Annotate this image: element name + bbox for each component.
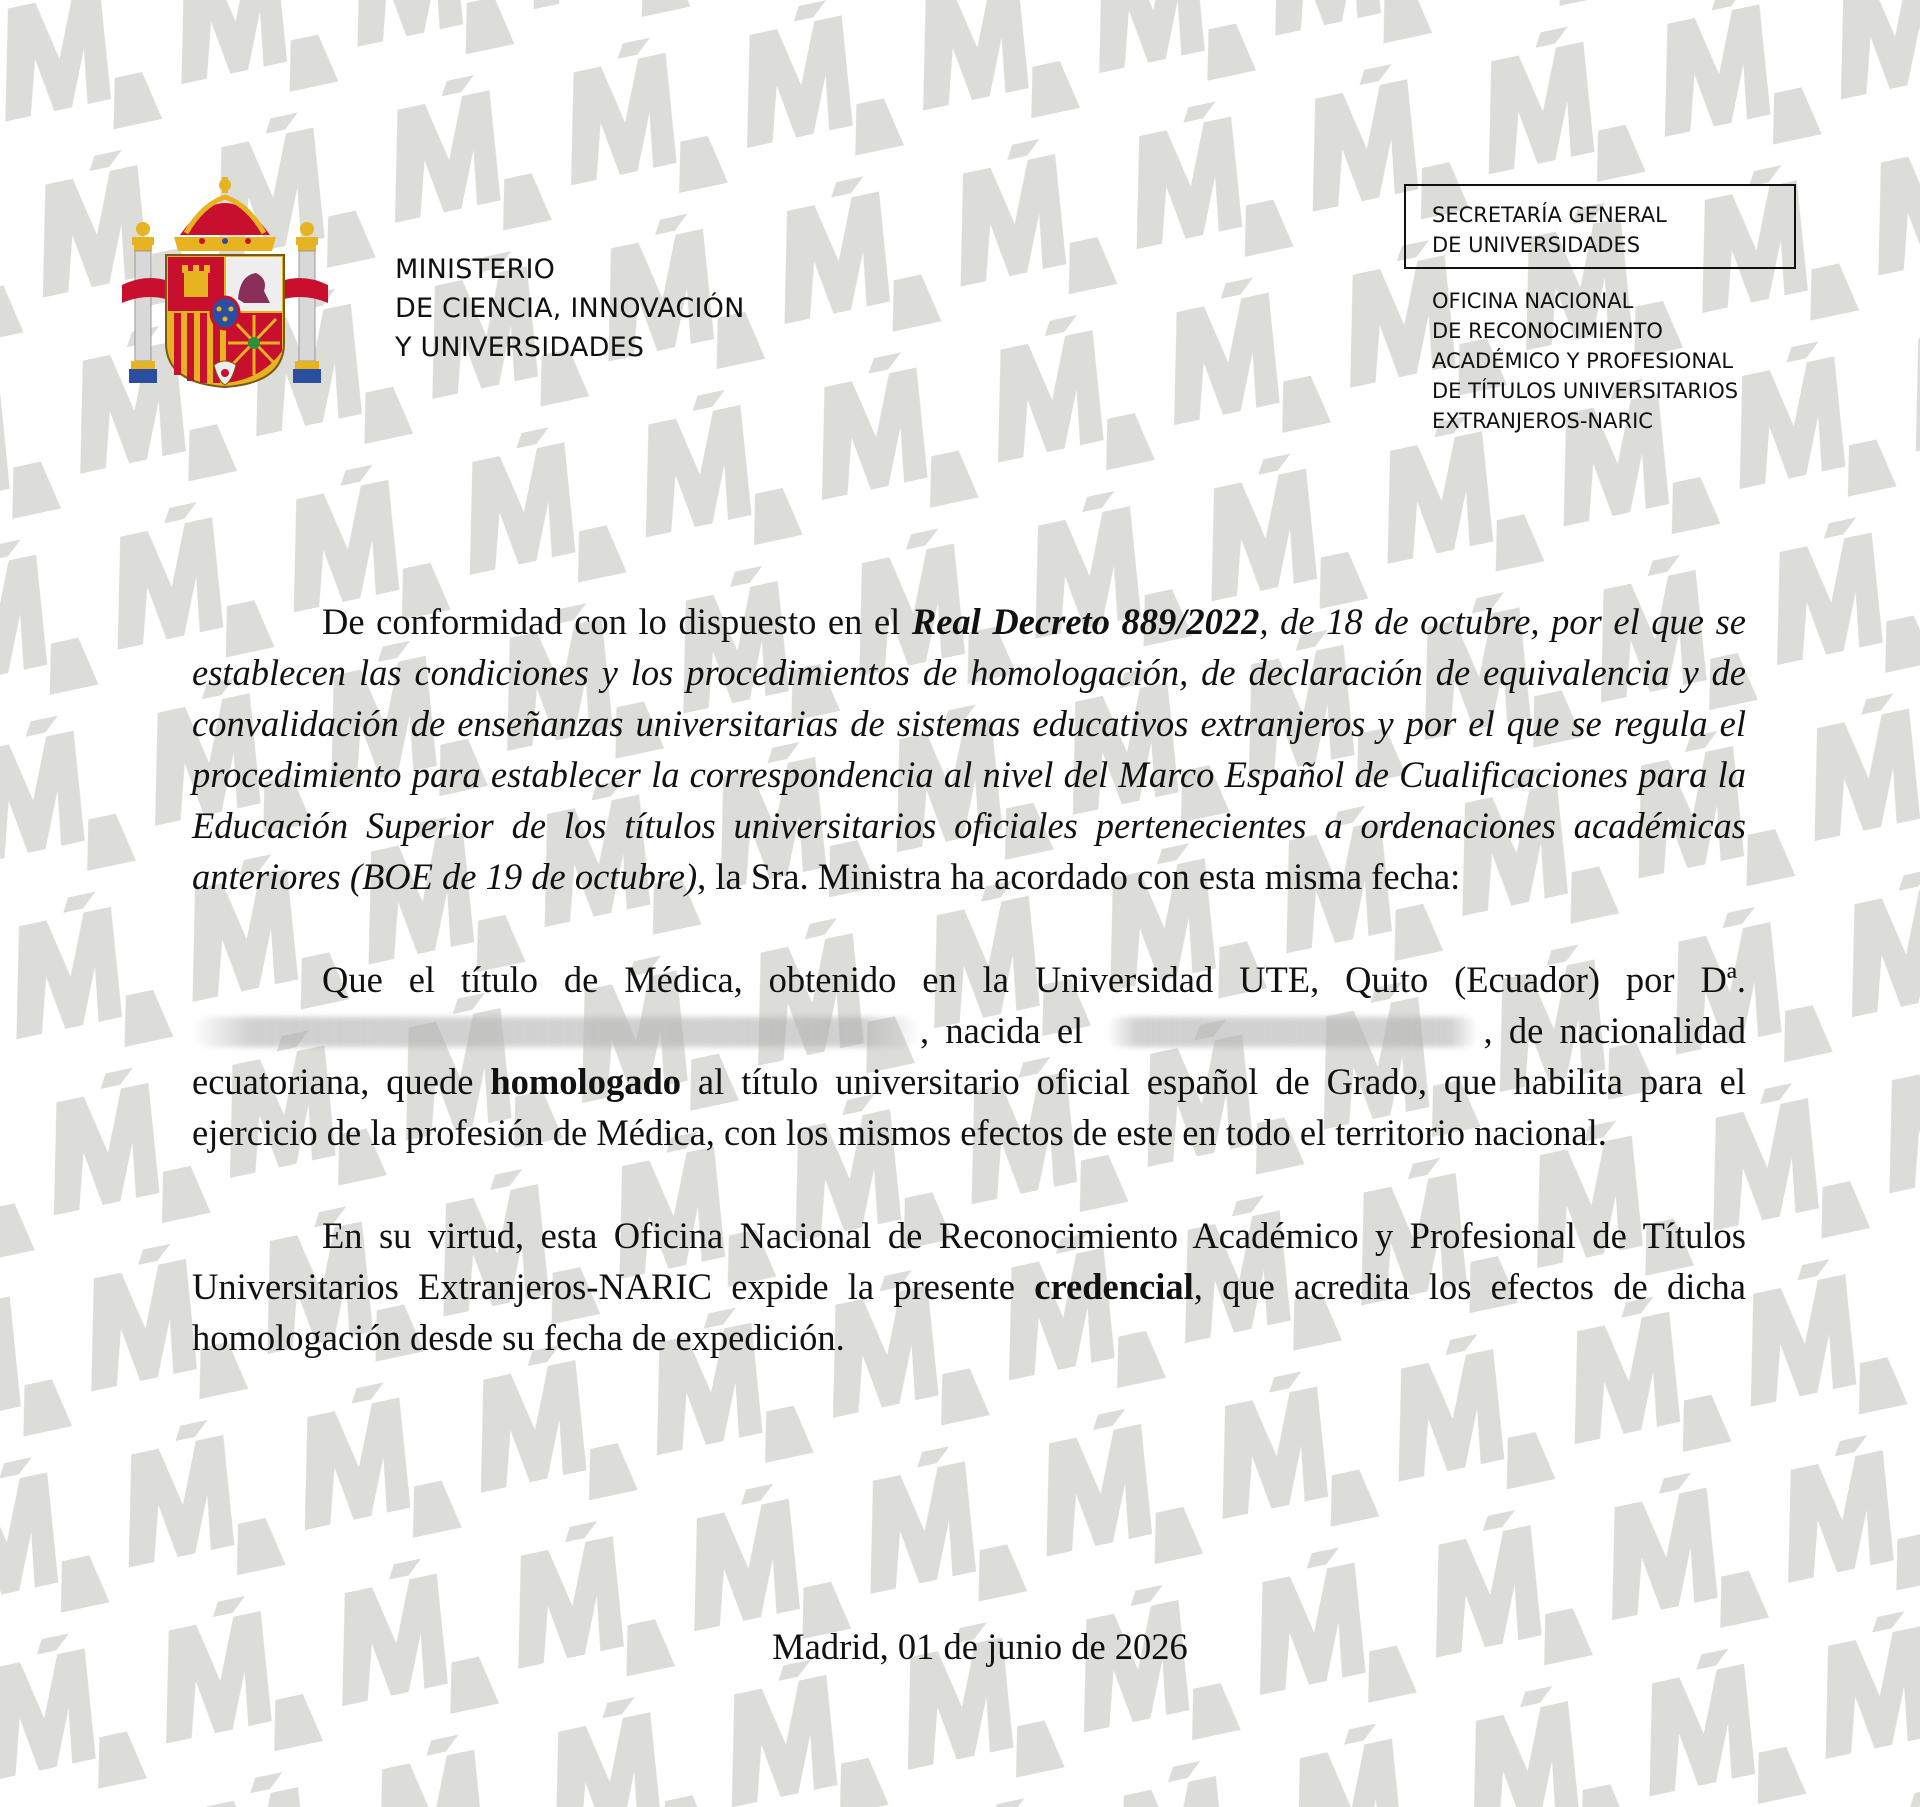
secretaria-general-box — [1404, 184, 1796, 269]
oficina-line-4: DE TÍTULOS UNIVERSITARIOS — [1432, 379, 1739, 403]
ministry-line-3: Y UNIVERSIDADES — [395, 332, 645, 363]
p2-part3: , de nacionalidad ecuatoriana, quede — [192, 1010, 1746, 1102]
oficina-naric-block — [1432, 286, 1738, 436]
p3-credencial: credencial — [1034, 1266, 1194, 1307]
p2-homologado: homologado — [490, 1061, 681, 1102]
paragraph-legal-basis — [192, 596, 1746, 902]
p3-part2: , que acredita los efectos de dicha homologación desde su fecha de expedición. — [192, 1266, 1746, 1358]
ministry-line-2: DE CIENCIA, INNOVACIÓN — [395, 293, 745, 324]
p2-part1: Que el título de Médica, obtenido en la Universidad UTE, Quito (Ecuador) por Dª. — [322, 959, 1746, 1000]
paragraph-homologation — [192, 954, 1746, 1158]
p3-part1: En su virtud, esta Oficina Nacional de Reconocimiento Académico y Profesional de Títulos Universitarios Extranjeros-NARIC expide la presente — [192, 1215, 1746, 1307]
p2-part4: al título universitario oficial español de Grado, que habilita para el ejercicio de la profesión de Médica, con los mismos efectos de este en todo el territorio nacional. — [192, 1061, 1746, 1153]
ministry-line-1: MINISTERIO — [395, 254, 556, 285]
ministry-name — [395, 250, 745, 367]
coat-of-arms-logo — [122, 175, 328, 393]
place-and-date: Madrid, 01 de junio de 2026 — [772, 1626, 1188, 1667]
secretaria-line-1: SECRETARÍA GENERAL — [1432, 203, 1667, 227]
redacted-name — [192, 1017, 920, 1047]
oficina-line-2: DE RECONOCIMIENTO — [1432, 319, 1663, 343]
p1-outro: , la Sra. Ministra ha acordado con esta misma fecha: — [697, 856, 1461, 897]
redacted-birth-date — [1107, 1017, 1479, 1047]
p1-intro: De conformidad con lo dispuesto en el — [322, 601, 912, 642]
document-body — [192, 596, 1746, 1363]
oficina-line-1: OFICINA NACIONAL — [1432, 289, 1634, 313]
oficina-line-5: EXTRANJEROS-NARIC — [1432, 409, 1653, 433]
secretaria-line-2: DE UNIVERSIDADES — [1432, 233, 1641, 257]
p1-decree-title: Real Decreto 889/2022 — [911, 601, 1260, 642]
paragraph-credential — [192, 1210, 1746, 1363]
oficina-line-3: ACADÉMICO Y PROFESIONAL — [1432, 349, 1734, 373]
p1-decree-description: , de 18 de octubre, por el que se establecen las condiciones y los procedimientos de homologación, de declaración de equivalencia y de convalidación de enseñanzas universitarias de sistemas educativos extranjeros y por el que se regula el procedimiento para establecer la correspondencia al nivel del Marco Español de Cualificaciones para la Educación Superior de los títulos universitarios oficiales pertenecientes a ordenaciones académicas anteriores (BOE de 19 de octubre) — [192, 601, 1746, 897]
p2-part2: , nacida el — [920, 1010, 1100, 1051]
